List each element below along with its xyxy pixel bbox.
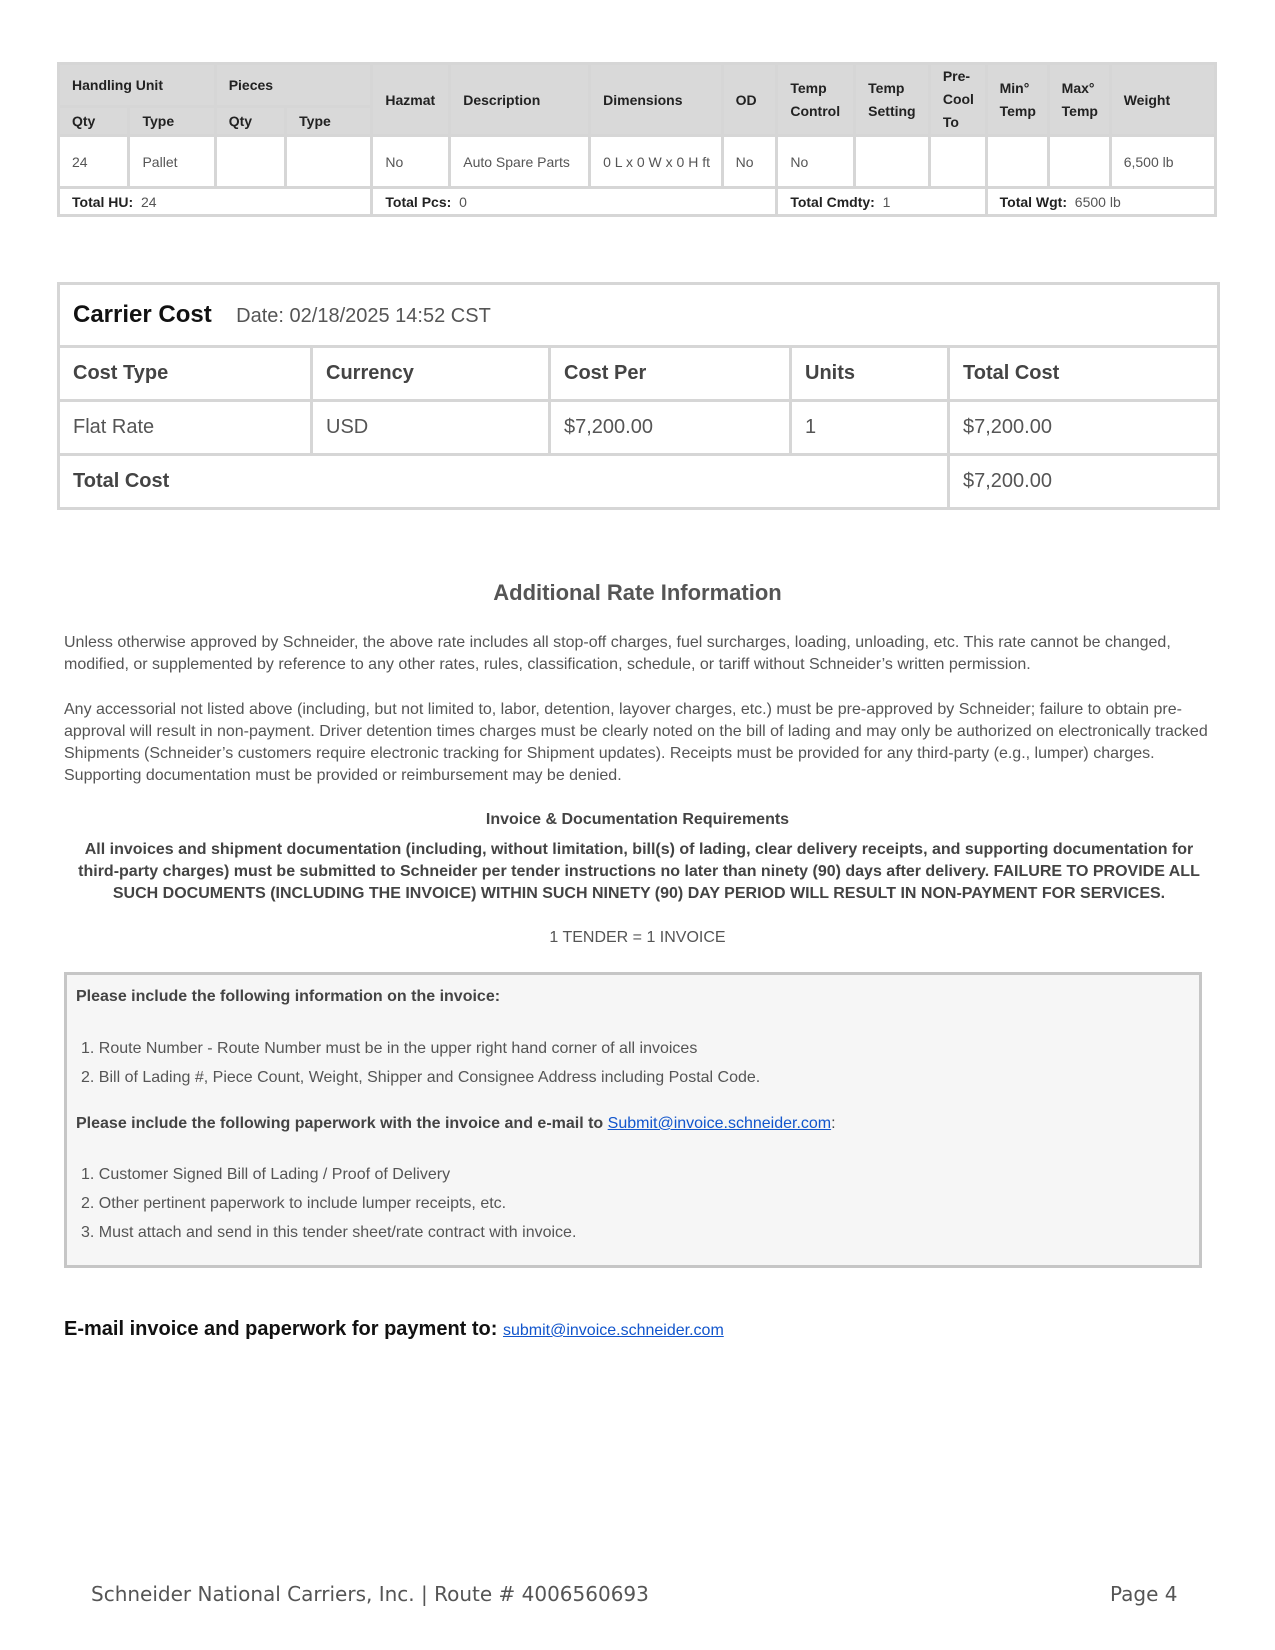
requirements-title: Invoice & Documentation Requirements (485, 811, 790, 828)
paperwork-heading-suffix: : (831, 1115, 836, 1132)
carrier-cost-table (57, 282, 1220, 510)
totals-row (59, 188, 1216, 216)
list-item: 2. Other pertinent paperwork to include lumper receipts, etc. (81, 1195, 507, 1212)
pre-cool-to-cell (929, 136, 986, 188)
tender-rule: 1 TENDER = 1 INVOICE (549, 929, 726, 946)
total-cmdty-value: 1 (882, 193, 891, 210)
pc-qty-cell (215, 136, 285, 188)
hu-qty-cell: 24 (59, 136, 129, 188)
total-cmdty-label: Total Cmdty: (790, 193, 875, 210)
total-wgt-label: Total Wgt: (999, 193, 1068, 210)
total-cost-value: $7,200.00 (949, 455, 1219, 509)
list-item: 2. Bill of Lading #, Piece Count, Weight, Shipper and Consignee Address including Postal Code. (81, 1069, 761, 1086)
paperwork-heading-text: Please include the following paperwork with the invoice and e-mail to (76, 1115, 604, 1132)
cost-type-header: Cost Type (59, 347, 312, 401)
hazmat-cell: No (372, 136, 450, 188)
dimensions-cell: 0 L x 0 W x 0 H ft (590, 136, 723, 188)
total-hu (59, 188, 372, 216)
temp-control-cell: No (777, 136, 855, 188)
pc-type-header: Type (286, 106, 372, 135)
hu-type-cell: Pallet (129, 136, 215, 188)
payment-email-label: E-mail invoice and paperwork for payment to: (64, 1318, 498, 1340)
list-item: 1. Route Number - Route Number must be in the upper right hand corner of all invoices (81, 1040, 698, 1057)
total-wgt-value: 6500 lb (1074, 193, 1121, 210)
list-item: 3. Must attach and send in this tender sheet/rate contract with invoice. (81, 1224, 577, 1241)
hazmat-header: Hazmat (372, 64, 450, 136)
paperwork-list (81, 1164, 576, 1251)
invoice-info-heading: Please include the following information on the invoice: (76, 988, 501, 1005)
total-hu-label: Total HU: (72, 193, 134, 210)
max-temp-cell (1048, 136, 1110, 188)
min-temp-cell (986, 136, 1048, 188)
od-header: OD (722, 64, 777, 136)
total-pcs-label: Total Pcs: (385, 193, 452, 210)
pc-type-cell (286, 136, 372, 188)
od-cell: No (722, 136, 777, 188)
dimensions-header: Dimensions (590, 64, 723, 136)
shipment-table (57, 62, 1217, 217)
total-cost-cell: $7,200.00 (949, 401, 1219, 455)
temp-setting-header: Temp Setting (855, 64, 930, 136)
rate-paragraph-2: Any accessorial not listed above (including, but not limited to, labor, detention, layover charges, etc.) must be pre-approved by Schneider; failure to obtain pre-approval will result in non-payment. Driver detention times charges must be clearly noted on the bill of lading and may only be authorized on electronically tracked Shipments (Schneider’s customers require electronic tracking for Shipment updates). Receipts must be provided for any third-party (e.g., lumper) charges. Supporting documentation must be provided or reimbursement may be denied. (64, 701, 1208, 784)
invoice-info-list (81, 1038, 760, 1096)
table-row (59, 401, 1219, 455)
additional-rate-title: Additional Rate Information (493, 580, 782, 605)
payment-email-line (64, 1318, 724, 1341)
weight-header: Weight (1110, 64, 1215, 136)
cost-per-cell: $7,200.00 (550, 401, 791, 455)
currency-cell: USD (312, 401, 550, 455)
table-row (59, 136, 1216, 188)
total-cost-label: Total Cost (59, 455, 949, 509)
handling-unit-header: Handling Unit (59, 64, 216, 107)
carrier-cost-header (59, 284, 1219, 347)
max-temp-header: Max° Temp (1048, 64, 1110, 136)
hu-type-header: Type (129, 106, 215, 135)
temp-control-header: Temp Control (777, 64, 855, 136)
carrier-cost-date: Date: 02/18/2025 14:52 CST (236, 305, 491, 327)
temp-setting-cell (855, 136, 930, 188)
units-cell: 1 (791, 401, 949, 455)
payment-email-link[interactable]: submit@invoice.schneider.com (502, 1322, 724, 1339)
paperwork-heading (76, 1115, 836, 1133)
total-pcs-value: 0 (459, 193, 467, 210)
hu-qty-header: Qty (59, 106, 129, 135)
rate-paragraph-1: Unless otherwise approved by Schneider, the above rate includes all stop-off charges, fuel surcharges, loading, unloading, etc. This rate cannot be changed, modified, or supplemented by reference to any other rates, rules, classification, schedule, or tariff without Schneider’s written permission. (64, 634, 1171, 673)
cost-type-cell: Flat Rate (59, 401, 312, 455)
pc-qty-header: Qty (215, 106, 285, 135)
carrier-cost-title: Carrier Cost (73, 301, 212, 328)
units-header: Units (791, 347, 949, 401)
total-cost-header: Total Cost (949, 347, 1219, 401)
list-item: 1. Customer Signed Bill of Lading / Proof of Delivery (81, 1166, 451, 1183)
footer-page-number: Page 4 (1110, 1582, 1178, 1606)
weight-cell: 6,500 lb (1110, 136, 1215, 188)
submit-email-link[interactable]: Submit@invoice.schneider.com (607, 1115, 832, 1132)
description-header: Description (450, 64, 590, 136)
total-pcs (372, 188, 777, 216)
total-wgt (986, 188, 1215, 216)
description-cell: Auto Spare Parts (450, 136, 590, 188)
requirements-body: All invoices and shipment documentation (including, without limitation, bill(s) of lading, clear delivery receipts, and supporting documentation for third-party charges) must be submitted to Schneider per tender instructions no later than ninety (90) days after delivery. FAILURE TO PROVIDE ALL SUCH DOCUMENTS (INCLUDING THE INVOICE) WITHIN SUCH NINETY (90) DAY PERIOD WILL RESULT IN NON-PAYMENT FOR SERVICES. (78, 841, 1200, 902)
total-hu-value: 24 (140, 193, 157, 210)
cost-per-header: Cost Per (550, 347, 791, 401)
total-cmdty (777, 188, 986, 216)
footer-company-route: Schneider National Carriers, Inc. | Route # 4006560693 (91, 1582, 649, 1606)
pre-cool-to-header: Pre-Cool To (929, 64, 986, 136)
pieces-header: Pieces (215, 64, 372, 107)
min-temp-header: Min° Temp (986, 64, 1048, 136)
invoice-instructions-box (64, 972, 1202, 1268)
currency-header: Currency (312, 347, 550, 401)
